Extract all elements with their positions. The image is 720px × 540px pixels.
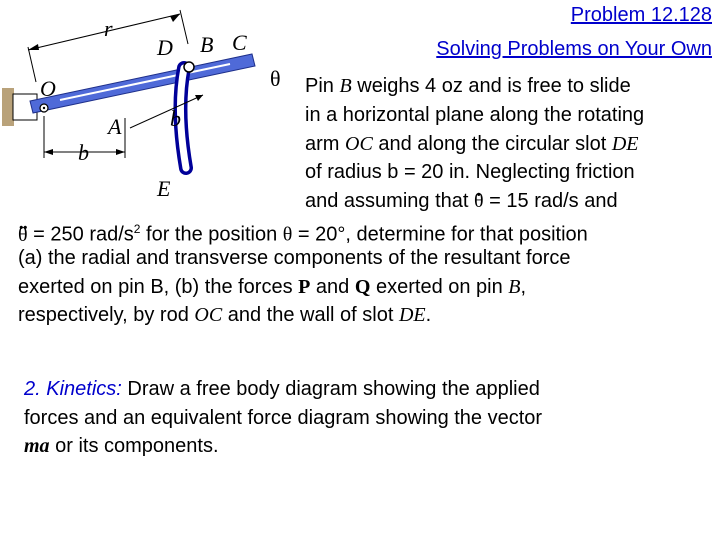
step-label: 2. Kinetics: <box>24 378 122 400</box>
problem-line-3: arm OC and along the circular slot DE <box>305 133 639 155</box>
label-b-pin: B <box>200 32 214 57</box>
problem-line-6: .. θ = 250 rad/$s^2$ for the position θ = 20°, determine for that position <box>18 215 588 249</box>
label-r: r <box>104 16 113 41</box>
step-line-3: ma or its components. <box>24 435 219 457</box>
problem-line-7: (a) the radial and transverse components of the resultant force <box>18 247 571 269</box>
step-line-2: forces and an equivalent force diagram showing the vector <box>24 407 543 429</box>
fixed-wall <box>2 88 14 126</box>
radius-b-line <box>130 95 203 128</box>
rod-slot-line <box>60 64 230 100</box>
label-b-base: b <box>78 140 89 165</box>
label-o: O <box>40 76 56 101</box>
problem-title: Problem 12.128 <box>570 4 712 26</box>
problem-line-5: and assuming that . θ = 15 rad/s and <box>305 187 618 216</box>
problem-line-9: respectively, by rod OC and the wall of slot DE. <box>18 304 432 326</box>
pin-b <box>184 62 194 72</box>
label-b-radius: b <box>170 106 181 131</box>
problem-line-2: in a horizontal plane along the rotating <box>305 104 645 126</box>
problem-line-4: of radius b = 20 in. Neglecting friction <box>305 161 635 183</box>
label-e: E <box>157 176 171 201</box>
step-line-1: 2. Kinetics: Draw a free body diagram showing the applied <box>24 378 540 400</box>
problem-line-1: Pin B weighs 4 oz and is free to slide <box>305 75 631 97</box>
problem-subtitle: Solving Problems on Your Own <box>436 38 712 60</box>
label-theta: θ <box>270 66 281 91</box>
label-a: A <box>108 114 122 139</box>
label-d: D <box>157 35 173 60</box>
label-c: C <box>232 30 247 55</box>
problem-line-8: exerted on pin B, (b) the forces P and Q exerted on pin B, <box>18 276 527 298</box>
